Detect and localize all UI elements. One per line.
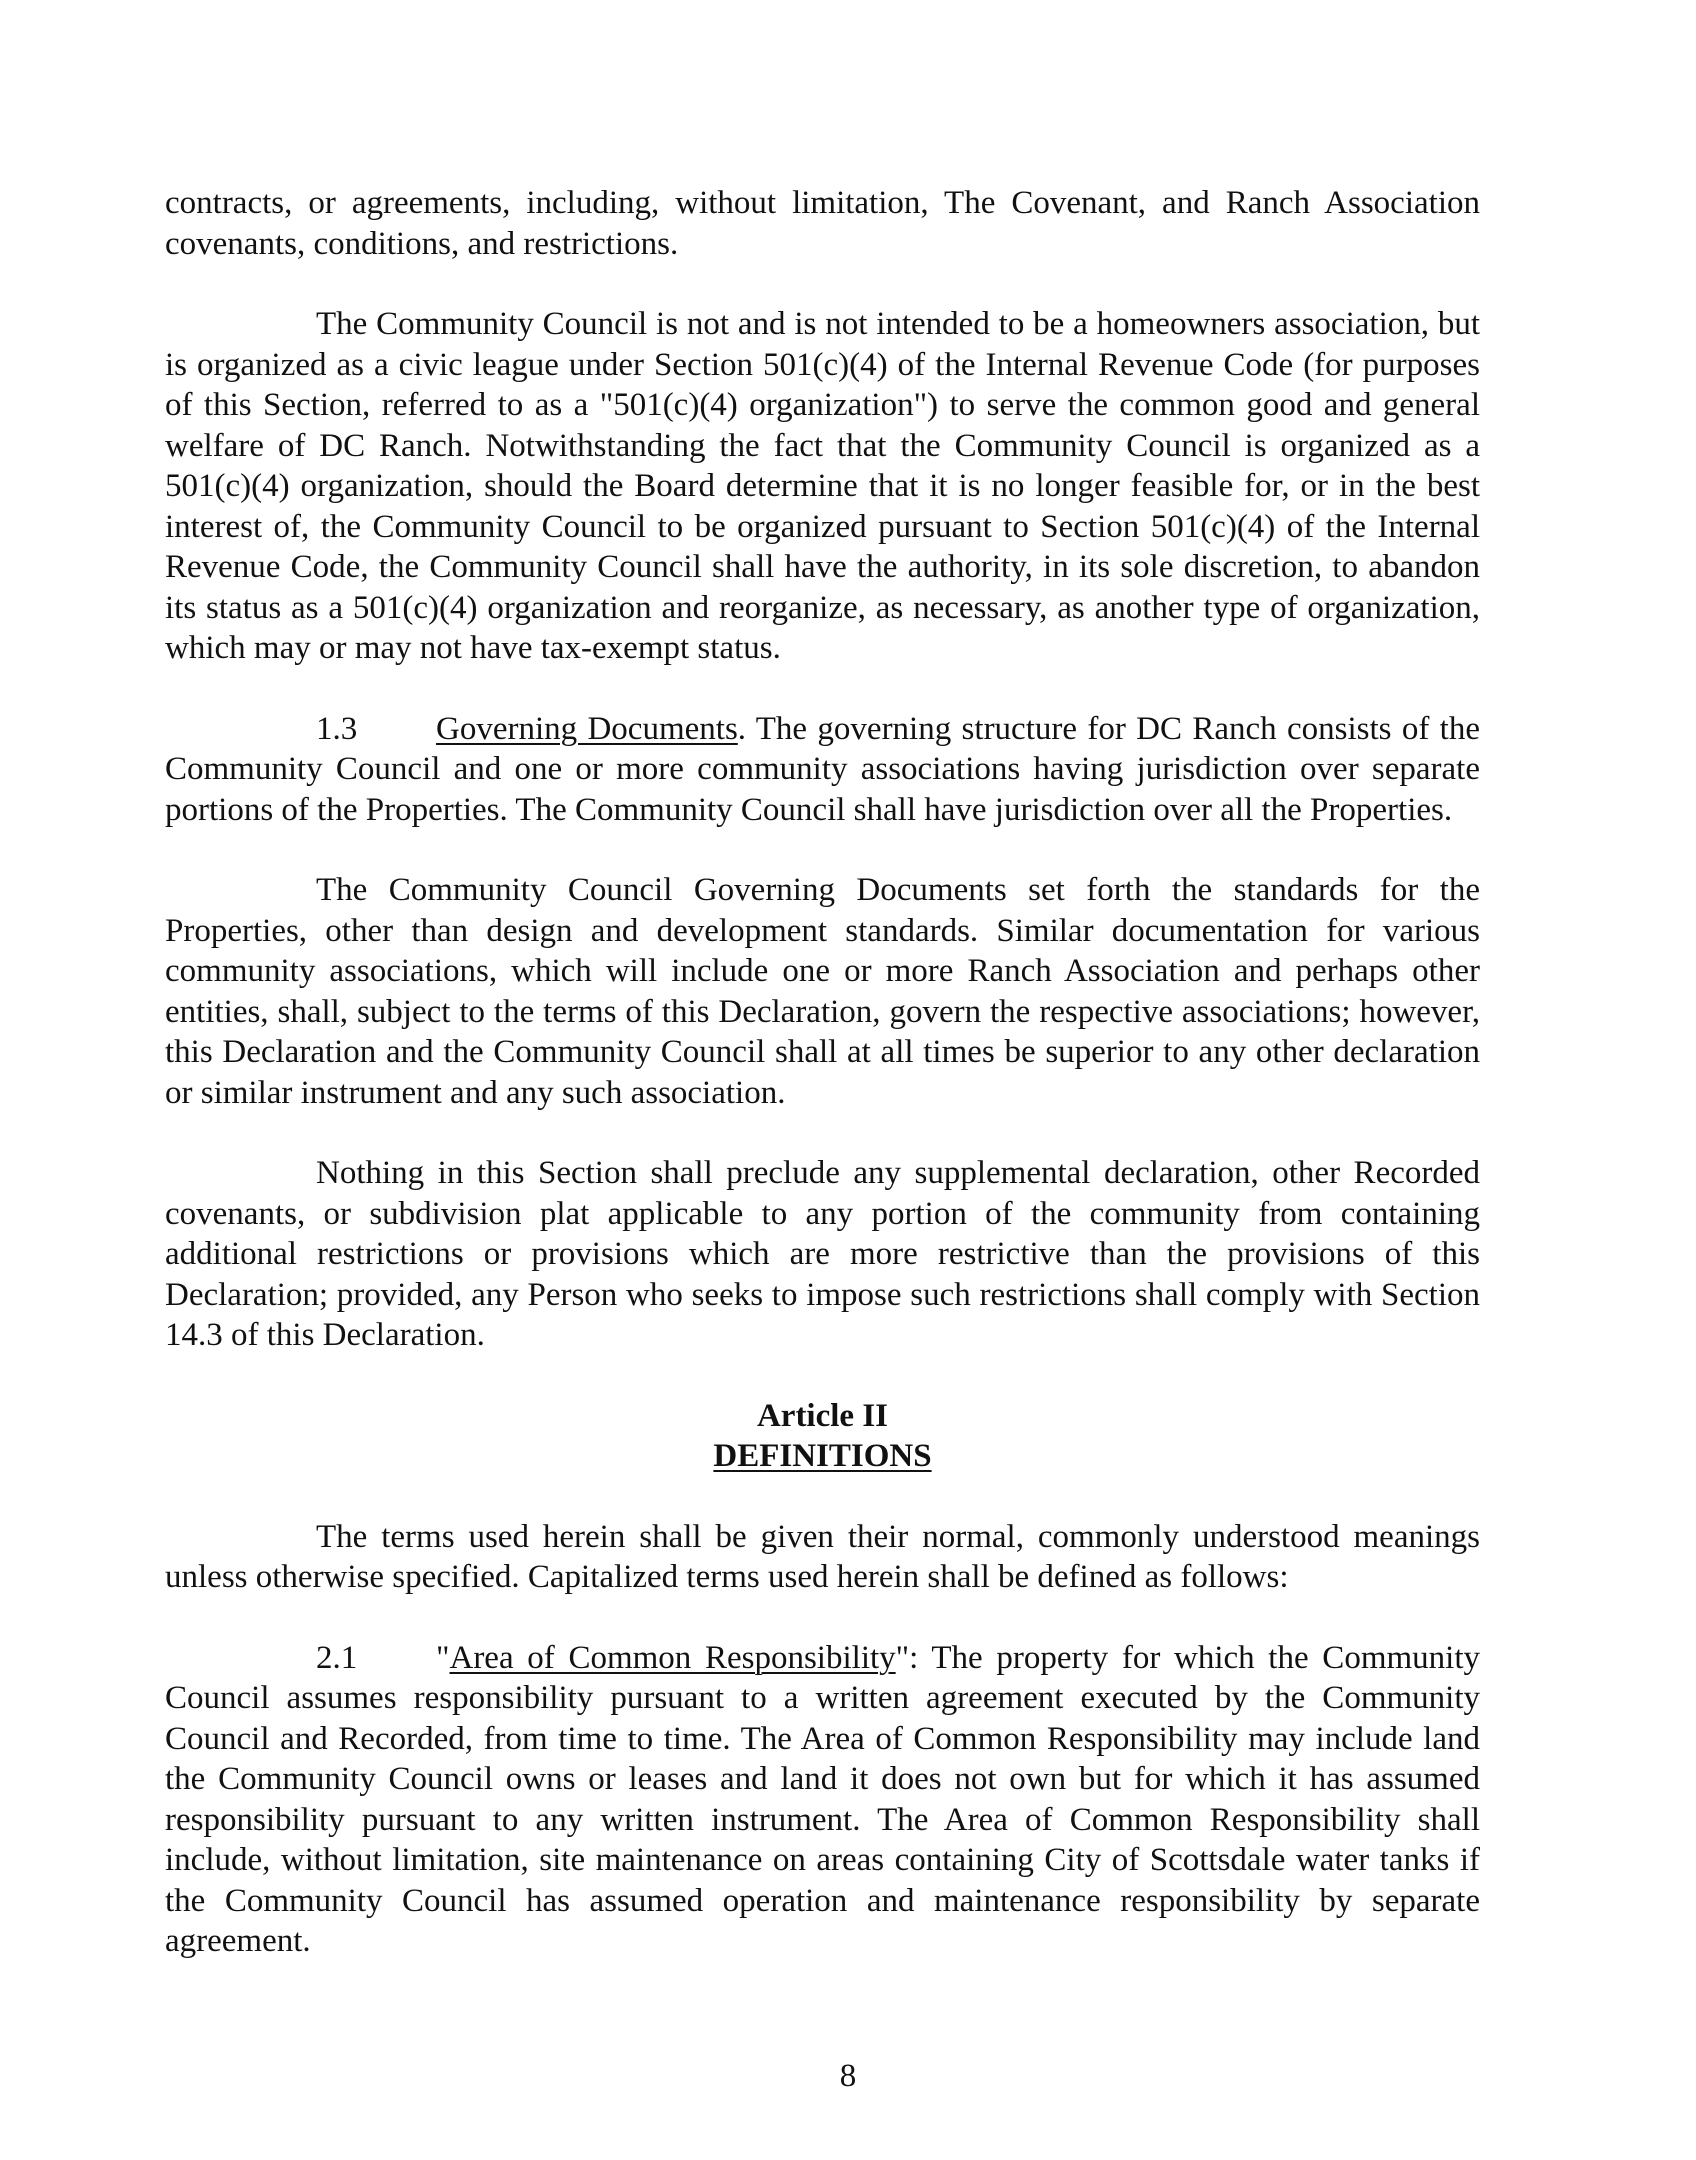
- section-1-3-number: 1.3: [316, 710, 358, 747]
- section-1-3-body: The governing structure for DC Ranch consists of the Community Council and one or more community associations having jurisdiction over separate portions of the Properties. The Community Council shall have jurisdiction over all the Properties.: [165, 710, 1480, 828]
- section-2-1-number: 2.1: [316, 1639, 358, 1676]
- section-2-1-body: The property for which the Community Council assumes responsibility pursuant to a written agreement executed by the Community Council and Recorded, from time to time. The Area of Common Responsibility may include land the Community Council owns or leases and land it does not own but for which it has assumed responsibility pursuant to any written instrument. The Area of Common Responsibility shall include, without limitation, site maintenance on areas containing City of Scottsdale water tanks if the Community Council has assumed operation and maintenance responsibility by separate agreement.: [165, 1639, 1480, 1959]
- section-2-1-heading: Area of Common Responsibility: [449, 1639, 896, 1676]
- body-text: [165, 183, 1480, 1962]
- paragraph-civic-league: The Community Council is not and is not intended to be a homeowners association, but is organized as a civic league under Section 501(c)(4) of the Internal Revenue Code (for purposes of this Section, referred to as a "501(c)(4) organization") to serve the common good and general welfare of DC Ranch. Notwithstanding the fact that the Community Council is organized as a 501(c)(4) organization, should the Board determine that it is no longer feasible for, or in the best interest of, the Community Council to be organized pursuant to Section 501(c)(4) of the Internal Revenue Code, the Community Council shall have the authority, in its sole discretion, to abandon its status as a 501(c)(4) organization and reorganize, as necessary, as another type of organization, which may or may not have tax-exempt status.: [165, 306, 1480, 666]
- paragraph-supplemental-declaration: Nothing in this Section shall preclude any supplemental declaration, other Recorded covenants, or subdivision plat applicable to any portion of the community from containing additional restrictions or provisions which are more restrictive than the provisions of this Declaration; provided, any Person who seeks to impose such restrictions shall comply with Section 14.3 of this Declaration.: [165, 1155, 1480, 1353]
- article-title: Article II: [756, 1397, 889, 1434]
- paragraph-governing-documents: The Community Council Governing Documents set forth the standards for the Properties, other than design and development standards. Similar documentation for various community associations, which will include one or more Ranch Association and perhaps other entities, shall, subject to the terms of this Declaration, govern the respective associations; however, this Declaration and the Community Council shall at all times be superior to any other declaration or similar instrument and any such association.: [165, 872, 1480, 1111]
- paragraph-continuation: contracts, or agreements, including, without limitation, The Covenant, and Ranch Association covenants, conditions, and restrictions.: [165, 185, 1480, 262]
- section-1-3: [165, 709, 1480, 831]
- article-subtitle: DEFINITIONS: [713, 1438, 932, 1474]
- section-1-3-heading: Governing Documents: [436, 710, 738, 747]
- paragraph-terms: The terms used herein shall be given their normal, commonly understood meanings unless otherwise specified. Capitalized terms used herein shall be defined as follows:: [165, 1518, 1480, 1595]
- section-2-1: [165, 1638, 1480, 1962]
- section-2-1-quote-open: ": [436, 1639, 450, 1676]
- section-1-3-heading-period: .: [737, 710, 747, 747]
- section-2-1-quote-close: ":: [895, 1639, 919, 1676]
- page-number: 8: [839, 2058, 857, 2094]
